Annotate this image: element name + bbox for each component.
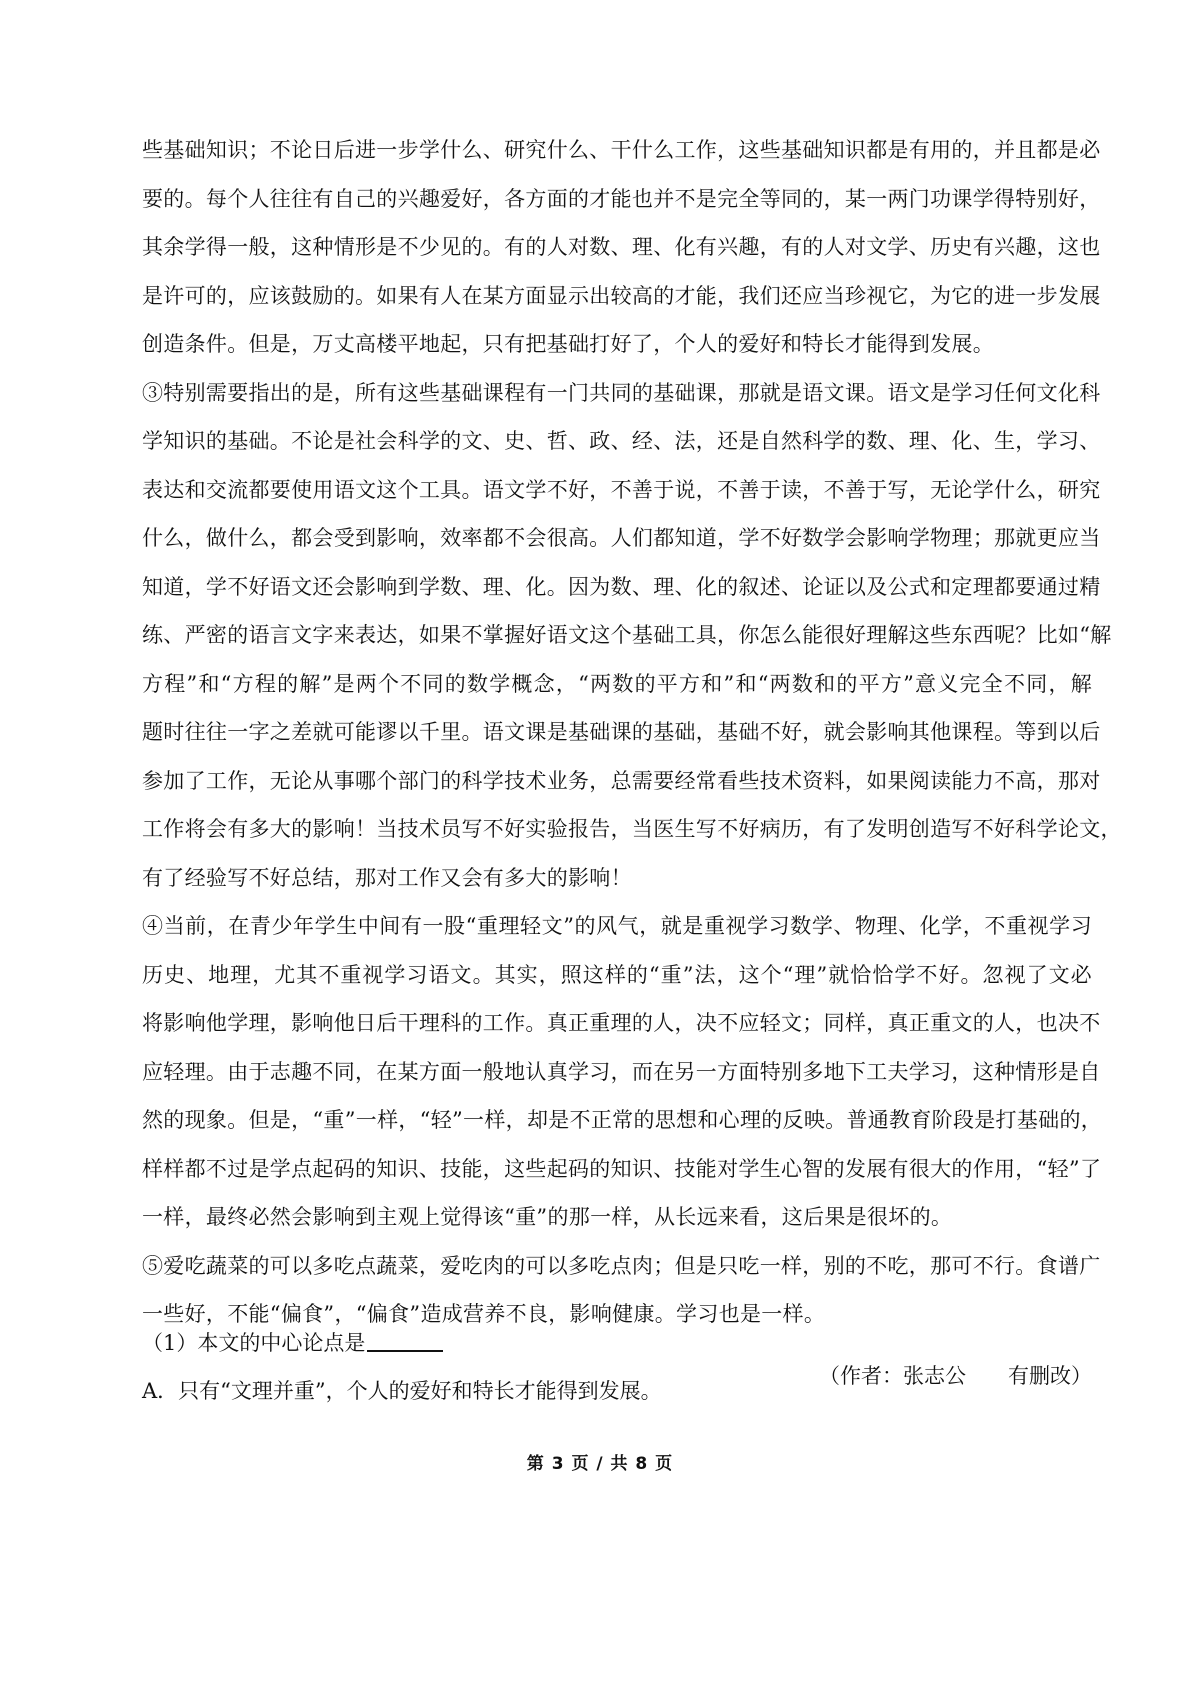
paragraph-2-line: 些基础知识；不论日后进一步学什么、研究什么、干什么工作，这些基础知识都是有用的，并且都是必 [142, 138, 1101, 162]
paragraph-3-line: 有了经验写不好总结，那对工作又会有多大的影响！ [142, 866, 632, 890]
paragraph-3-line: 什么，做什么，都会受到影响，效率都不会很高。人们都知道，学不好数学会影响学物理；那就更应当 [142, 526, 1101, 550]
paragraph-5-line: ⑤爱吃蔬菜的可以多吃点蔬菜，爱吃肉的可以多吃点肉；但是只吃一样，别的不吃，那可不行。食谱广 [142, 1254, 1101, 1278]
paragraph-4-line: 一样，最终必然会影响到主观上觉得该“重”的那一样，从长远来看，这后果是很坏的。 [142, 1205, 953, 1229]
paragraph-4-line: 样样都不过是学点起码的知识、技能，这些起码的知识、技能对学生心智的发展有很大的作用，“轻”了 [142, 1157, 1102, 1181]
question-1 [142, 1328, 443, 1358]
paragraph-2-line: 创造条件。但是，万丈高楼平地起，只有把基础打好了，个人的爱好和特长才能得到发展。 [142, 332, 994, 356]
paragraph-4-line: ④当前，在青少年学生中间有一股“重理轻文”的风气，就是重视学习数学、物理、化学，不重视学习 [142, 914, 1092, 938]
paragraph-3-line: ③特别需要指出的是，所有这些基础课程有一门共同的基础课，那就是语文课。语文是学习任何文化科 [142, 381, 1101, 405]
paragraph-4-line: 应轻理。由于志趣不同，在某方面一般地认真学习，而在另一方面特别多地下工夫学习，这种情形是自 [142, 1060, 1101, 1084]
paragraph-4-line: 历史、地理，尤其不重视学习语文。其实，照这样的“重”法，这个“理”就恰恰学不好。忽视了文必 [142, 963, 1092, 987]
paragraph-4-line: 将影响他学理，影响他日后干理科的工作。真正重理的人，决不应轻文；同样，真正重文的人，也决不 [142, 1011, 1101, 1035]
paragraph-3-line: 学知识的基础。不论是社会科学的文、史、哲、政、经、法，还是自然科学的数、理、化、生，学习、 [142, 429, 1101, 453]
question-1-text: （1）本文的中心论点是 [142, 1331, 366, 1355]
paragraph-3-line: 表达和交流都要使用语文这个工具。语文学不好，不善于说，不善于读，不善于写，无论学什么，研究 [142, 478, 1101, 502]
paragraph-2-line: 其余学得一般，这种情形是不少见的。有的人对数、理、化有兴趣，有的人对文学、历史有兴趣，这也 [142, 235, 1101, 259]
answer-blank[interactable] [367, 1330, 443, 1352]
paragraph-3-line: 题时往往一字之差就可能谬以千里。语文课是基础课的基础，基础不好，就会影响其他课程。等到以后 [142, 720, 1101, 744]
option-a: A．只有“文理并重”，个人的爱好和特长才能得到发展。 [142, 1379, 662, 1403]
paragraph-3-line: 知道，学不好语文还会影响到学数、理、化。因为数、理、化的叙述、论证以及公式和定理都要通过精 [142, 575, 1101, 599]
paragraph-2-line: 是许可的，应该鼓励的。如果有人在某方面显示出较高的才能，我们还应当珍视它，为它的进一步发展 [142, 284, 1101, 308]
paragraph-3-line: 工作将会有多大的影响！当技术员写不好实验报告，当医生写不好病历，有了发明创造写不好科学论文， [142, 817, 1122, 841]
page-number-footer: 第 3 页 / 共 8 页 [526, 1454, 674, 1474]
paragraph-5-line: 一些好，不能“偏食”，“偏食”造成营养不良，影响健康。学习也是一样。 [142, 1302, 826, 1326]
paragraph-3-line: 参加了工作，无论从事哪个部门的科学技术业务，总需要经常看些技术资料，如果阅读能力不高，那对 [142, 769, 1101, 793]
paragraph-3-line: 练、严密的语言文字来表达，如果不掌握好语文这个基础工具，你怎么能很好理解这些东西呢？比如“解 [142, 623, 1112, 647]
author-line: （作者：张志公 有删改） [819, 1364, 1092, 1388]
paragraph-2-line: 要的。每个人往往有自己的兴趣爱好，各方面的才能也并不是完全等同的，某一两门功课学得特别好， [142, 187, 1101, 211]
paragraph-3-line: 方程”和“方程的解”是两个不同的数学概念，“两数的平方和”和“两数和的平方”意义完全不同，解 [142, 672, 1092, 696]
paragraph-4-line: 然的现象。但是，“重”一样，“轻”一样，却是不正常的思想和心理的反映。普通教育阶段是打基础的， [142, 1108, 1103, 1132]
